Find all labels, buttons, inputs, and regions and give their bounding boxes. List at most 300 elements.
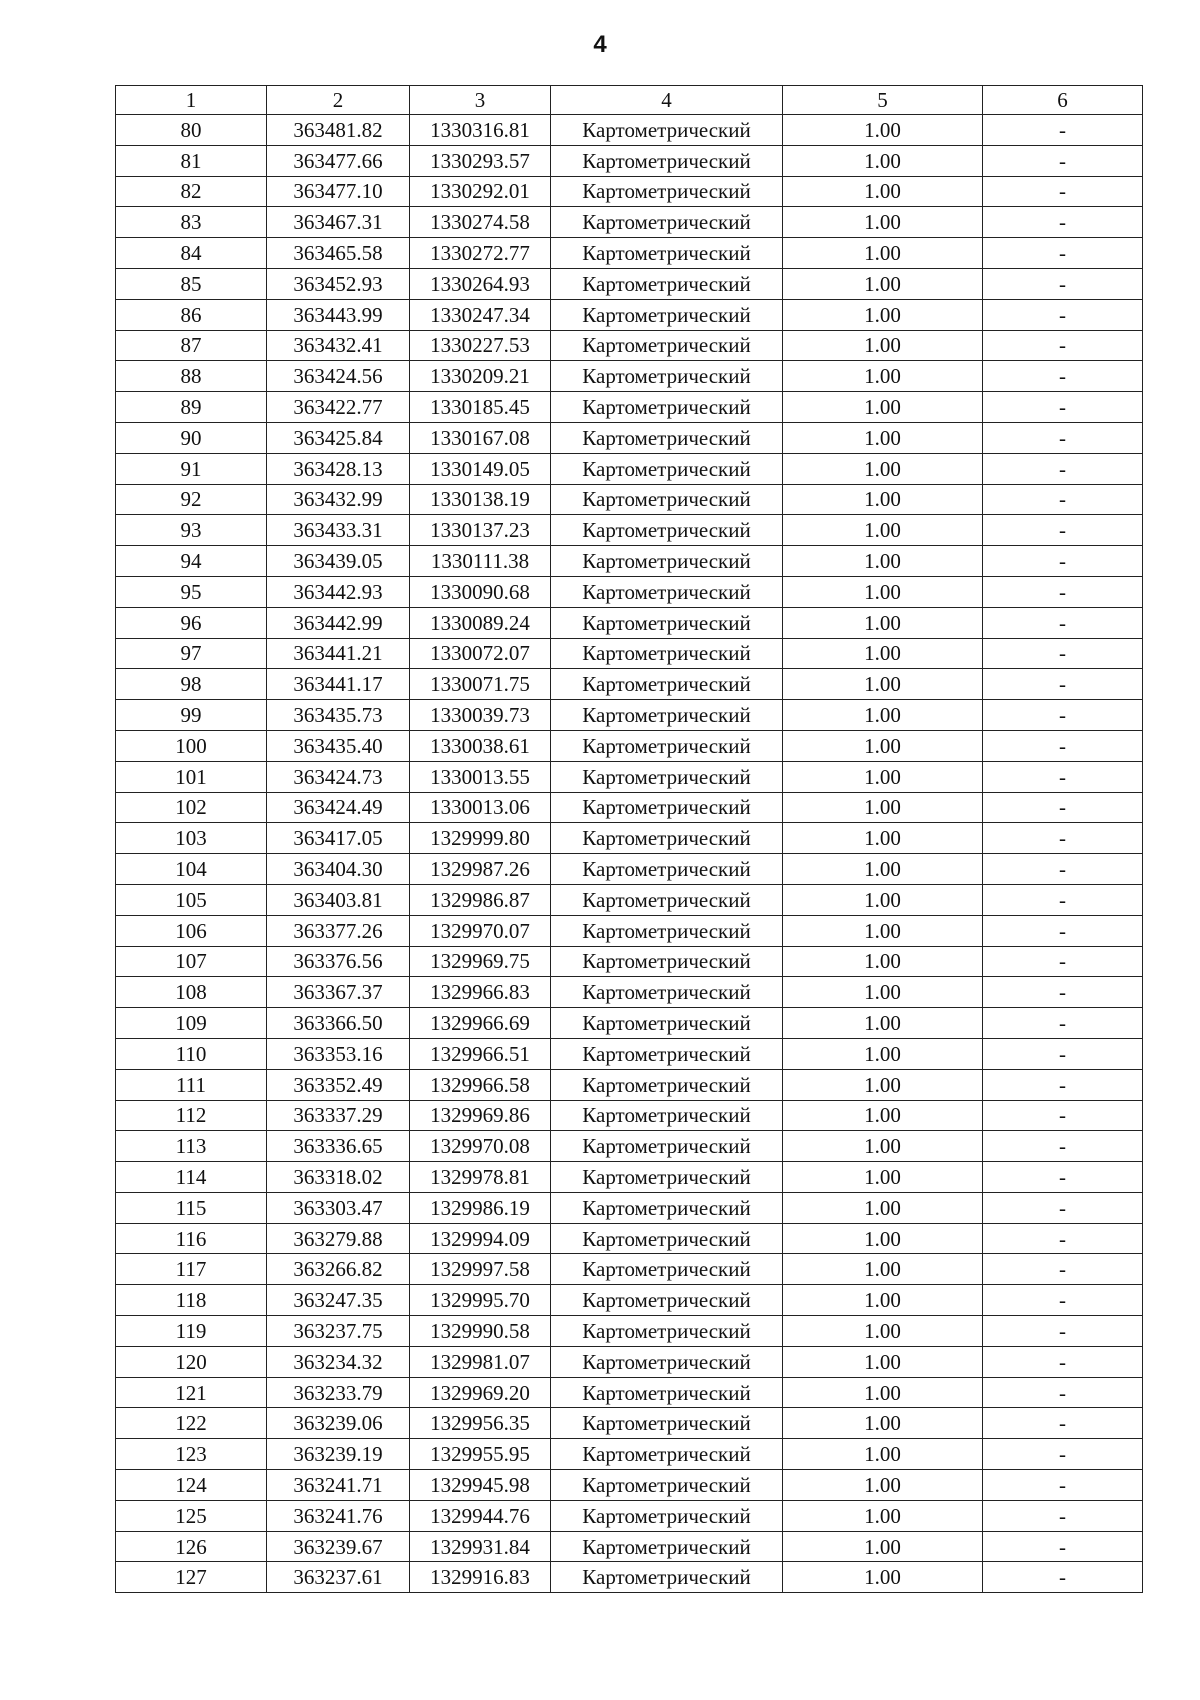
table-row (116, 299, 1143, 330)
accuracy-cell: 1.00 (783, 1192, 983, 1223)
point-number-cell: 121 (116, 1377, 267, 1408)
point-number-cell: 83 (116, 207, 267, 238)
table-row (116, 145, 1143, 176)
accuracy-cell: 1.00 (783, 915, 983, 946)
y-coordinate-cell: 1330185.45 (410, 392, 551, 423)
accuracy-cell: 1.00 (783, 207, 983, 238)
point-number-cell: 122 (116, 1408, 267, 1439)
method-cell: Картометрический (551, 1008, 783, 1039)
table-row (116, 207, 1143, 238)
y-coordinate-cell: 1329966.69 (410, 1008, 551, 1039)
x-coordinate-cell: 363442.99 (267, 607, 410, 638)
table-row (116, 392, 1143, 423)
y-coordinate-cell: 1329966.83 (410, 977, 551, 1008)
column-header-5: 5 (783, 86, 983, 115)
point-number-cell: 87 (116, 330, 267, 361)
y-coordinate-cell: 1329956.35 (410, 1408, 551, 1439)
x-coordinate-cell: 363441.17 (267, 669, 410, 700)
x-coordinate-cell: 363377.26 (267, 915, 410, 946)
y-coordinate-cell: 1329999.80 (410, 823, 551, 854)
table-row (116, 515, 1143, 546)
table-row (116, 1069, 1143, 1100)
x-coordinate-cell: 363237.61 (267, 1562, 410, 1593)
y-coordinate-cell: 1330013.06 (410, 792, 551, 823)
method-cell: Картометрический (551, 392, 783, 423)
table-row (116, 576, 1143, 607)
x-coordinate-cell: 363443.99 (267, 299, 410, 330)
y-coordinate-cell: 1330272.77 (410, 238, 551, 269)
y-coordinate-cell: 1330039.73 (410, 700, 551, 731)
y-coordinate-cell: 1329944.76 (410, 1500, 551, 1531)
point-number-cell: 100 (116, 730, 267, 761)
y-coordinate-cell: 1330247.34 (410, 299, 551, 330)
x-coordinate-cell: 363353.16 (267, 1038, 410, 1069)
point-number-cell: 107 (116, 946, 267, 977)
description-cell: - (983, 453, 1143, 484)
x-coordinate-cell: 363247.35 (267, 1285, 410, 1316)
point-number-cell: 120 (116, 1346, 267, 1377)
method-cell: Картометрический (551, 1069, 783, 1100)
point-number-cell: 95 (116, 576, 267, 607)
point-number-cell: 88 (116, 361, 267, 392)
method-cell: Картометрический (551, 730, 783, 761)
accuracy-cell: 1.00 (783, 115, 983, 146)
method-cell: Картометрический (551, 854, 783, 885)
accuracy-cell: 1.00 (783, 1531, 983, 1562)
accuracy-cell: 1.00 (783, 700, 983, 731)
table-row (116, 669, 1143, 700)
description-cell: - (983, 1223, 1143, 1254)
method-cell: Картометрический (551, 1038, 783, 1069)
description-cell: - (983, 546, 1143, 577)
x-coordinate-cell: 363237.75 (267, 1316, 410, 1347)
description-cell: - (983, 761, 1143, 792)
y-coordinate-cell: 1330137.23 (410, 515, 551, 546)
method-cell: Картометрический (551, 299, 783, 330)
y-coordinate-cell: 1330111.38 (410, 546, 551, 577)
point-number-cell: 98 (116, 669, 267, 700)
description-cell: - (983, 1377, 1143, 1408)
y-coordinate-cell: 1330316.81 (410, 115, 551, 146)
description-cell: - (983, 422, 1143, 453)
header-row (116, 86, 1143, 115)
method-cell: Картометрический (551, 915, 783, 946)
y-coordinate-cell: 1329994.09 (410, 1223, 551, 1254)
y-coordinate-cell: 1329945.98 (410, 1470, 551, 1501)
accuracy-cell: 1.00 (783, 823, 983, 854)
table-body (116, 115, 1143, 1593)
y-coordinate-cell: 1330013.55 (410, 761, 551, 792)
point-number-cell: 82 (116, 176, 267, 207)
column-header-3: 3 (410, 86, 551, 115)
y-coordinate-cell: 1330089.24 (410, 607, 551, 638)
description-cell: - (983, 361, 1143, 392)
accuracy-cell: 1.00 (783, 361, 983, 392)
accuracy-cell: 1.00 (783, 1285, 983, 1316)
y-coordinate-cell: 1329970.08 (410, 1131, 551, 1162)
point-number-cell: 117 (116, 1254, 267, 1285)
accuracy-cell: 1.00 (783, 792, 983, 823)
table-row (116, 761, 1143, 792)
method-cell: Картометрический (551, 1223, 783, 1254)
table-row (116, 915, 1143, 946)
description-cell: - (983, 1162, 1143, 1193)
point-number-cell: 81 (116, 145, 267, 176)
method-cell: Картометрический (551, 238, 783, 269)
accuracy-cell: 1.00 (783, 145, 983, 176)
point-number-cell: 127 (116, 1562, 267, 1593)
table-row (116, 854, 1143, 885)
method-cell: Картометрический (551, 515, 783, 546)
method-cell: Картометрический (551, 361, 783, 392)
point-number-cell: 115 (116, 1192, 267, 1223)
table-row (116, 1038, 1143, 1069)
y-coordinate-cell: 1330274.58 (410, 207, 551, 238)
x-coordinate-cell: 363367.37 (267, 977, 410, 1008)
description-cell: - (983, 515, 1143, 546)
description-cell: - (983, 1500, 1143, 1531)
accuracy-cell: 1.00 (783, 669, 983, 700)
description-cell: - (983, 946, 1143, 977)
accuracy-cell: 1.00 (783, 854, 983, 885)
table-row (116, 1346, 1143, 1377)
accuracy-cell: 1.00 (783, 761, 983, 792)
accuracy-cell: 1.00 (783, 422, 983, 453)
point-number-cell: 110 (116, 1038, 267, 1069)
table-row (116, 484, 1143, 515)
x-coordinate-cell: 363417.05 (267, 823, 410, 854)
y-coordinate-cell: 1330071.75 (410, 669, 551, 700)
method-cell: Картометрический (551, 268, 783, 299)
description-cell: - (983, 330, 1143, 361)
description-cell: - (983, 1531, 1143, 1562)
y-coordinate-cell: 1329981.07 (410, 1346, 551, 1377)
table-row (116, 268, 1143, 299)
table-row (116, 1162, 1143, 1193)
point-number-cell: 91 (116, 453, 267, 484)
description-cell: - (983, 268, 1143, 299)
point-number-cell: 85 (116, 268, 267, 299)
point-number-cell: 119 (116, 1316, 267, 1347)
method-cell: Картометрический (551, 1131, 783, 1162)
description-cell: - (983, 576, 1143, 607)
method-cell: Картометрический (551, 977, 783, 1008)
method-cell: Картометрический (551, 546, 783, 577)
accuracy-cell: 1.00 (783, 268, 983, 299)
method-cell: Картометрический (551, 207, 783, 238)
method-cell: Картометрический (551, 1192, 783, 1223)
method-cell: Картометрический (551, 1100, 783, 1131)
point-number-cell: 99 (116, 700, 267, 731)
x-coordinate-cell: 363279.88 (267, 1223, 410, 1254)
description-cell: - (983, 1285, 1143, 1316)
description-cell: - (983, 607, 1143, 638)
accuracy-cell: 1.00 (783, 638, 983, 669)
point-number-cell: 123 (116, 1439, 267, 1470)
x-coordinate-cell: 363404.30 (267, 854, 410, 885)
method-cell: Картометрический (551, 422, 783, 453)
y-coordinate-cell: 1329995.70 (410, 1285, 551, 1316)
description-cell: - (983, 238, 1143, 269)
point-number-cell: 104 (116, 854, 267, 885)
accuracy-cell: 1.00 (783, 1562, 983, 1593)
point-number-cell: 112 (116, 1100, 267, 1131)
y-coordinate-cell: 1329986.19 (410, 1192, 551, 1223)
point-number-cell: 97 (116, 638, 267, 669)
table-row (116, 977, 1143, 1008)
table-row (116, 361, 1143, 392)
x-coordinate-cell: 363435.73 (267, 700, 410, 731)
table-row (116, 1531, 1143, 1562)
table-row (116, 238, 1143, 269)
column-header-4: 4 (551, 86, 783, 115)
point-number-cell: 102 (116, 792, 267, 823)
y-coordinate-cell: 1330167.08 (410, 422, 551, 453)
method-cell: Картометрический (551, 1408, 783, 1439)
table-row (116, 1377, 1143, 1408)
table-row (116, 1316, 1143, 1347)
point-number-cell: 96 (116, 607, 267, 638)
x-coordinate-cell: 363477.66 (267, 145, 410, 176)
accuracy-cell: 1.00 (783, 484, 983, 515)
method-cell: Картометрический (551, 1254, 783, 1285)
description-cell: - (983, 176, 1143, 207)
accuracy-cell: 1.00 (783, 607, 983, 638)
point-number-cell: 126 (116, 1531, 267, 1562)
x-coordinate-cell: 363239.19 (267, 1439, 410, 1470)
x-coordinate-cell: 363465.58 (267, 238, 410, 269)
accuracy-cell: 1.00 (783, 1223, 983, 1254)
accuracy-cell: 1.00 (783, 1162, 983, 1193)
method-cell: Картометрический (551, 669, 783, 700)
table-row (116, 1500, 1143, 1531)
point-number-cell: 94 (116, 546, 267, 577)
x-coordinate-cell: 363467.31 (267, 207, 410, 238)
y-coordinate-cell: 1329997.58 (410, 1254, 551, 1285)
y-coordinate-cell: 1330292.01 (410, 176, 551, 207)
x-coordinate-cell: 363303.47 (267, 1192, 410, 1223)
description-cell: - (983, 1316, 1143, 1347)
description-cell: - (983, 700, 1143, 731)
table-row (116, 1131, 1143, 1162)
description-cell: - (983, 1408, 1143, 1439)
method-cell: Картометрический (551, 1285, 783, 1316)
method-cell: Картометрический (551, 1439, 783, 1470)
x-coordinate-cell: 363424.73 (267, 761, 410, 792)
y-coordinate-cell: 1329978.81 (410, 1162, 551, 1193)
method-cell: Картометрический (551, 484, 783, 515)
point-number-cell: 114 (116, 1162, 267, 1193)
method-cell: Картометрический (551, 145, 783, 176)
description-cell: - (983, 145, 1143, 176)
accuracy-cell: 1.00 (783, 1500, 983, 1531)
y-coordinate-cell: 1329990.58 (410, 1316, 551, 1347)
y-coordinate-cell: 1330227.53 (410, 330, 551, 361)
description-cell: - (983, 884, 1143, 915)
method-cell: Картометрический (551, 638, 783, 669)
x-coordinate-cell: 363428.13 (267, 453, 410, 484)
point-number-cell: 90 (116, 422, 267, 453)
accuracy-cell: 1.00 (783, 1008, 983, 1039)
x-coordinate-cell: 363424.56 (267, 361, 410, 392)
point-number-cell: 113 (116, 1131, 267, 1162)
accuracy-cell: 1.00 (783, 1038, 983, 1069)
y-coordinate-cell: 1329987.26 (410, 854, 551, 885)
description-cell: - (983, 1346, 1143, 1377)
y-coordinate-cell: 1329916.83 (410, 1562, 551, 1593)
y-coordinate-cell: 1330090.68 (410, 576, 551, 607)
y-coordinate-cell: 1329931.84 (410, 1531, 551, 1562)
accuracy-cell: 1.00 (783, 1100, 983, 1131)
description-cell: - (983, 392, 1143, 423)
table-row (116, 1223, 1143, 1254)
x-coordinate-cell: 363337.29 (267, 1100, 410, 1131)
table-row (116, 1008, 1143, 1039)
point-number-cell: 106 (116, 915, 267, 946)
x-coordinate-cell: 363435.40 (267, 730, 410, 761)
x-coordinate-cell: 363376.56 (267, 946, 410, 977)
description-cell: - (983, 792, 1143, 823)
table-row (116, 638, 1143, 669)
table-row (116, 700, 1143, 731)
y-coordinate-cell: 1329986.87 (410, 884, 551, 915)
accuracy-cell: 1.00 (783, 299, 983, 330)
y-coordinate-cell: 1329966.51 (410, 1038, 551, 1069)
method-cell: Картометрический (551, 700, 783, 731)
point-number-cell: 103 (116, 823, 267, 854)
x-coordinate-cell: 363432.99 (267, 484, 410, 515)
x-coordinate-cell: 363233.79 (267, 1377, 410, 1408)
point-number-cell: 89 (116, 392, 267, 423)
x-coordinate-cell: 363239.06 (267, 1408, 410, 1439)
accuracy-cell: 1.00 (783, 453, 983, 484)
table-row (116, 546, 1143, 577)
description-cell: - (983, 1100, 1143, 1131)
table-row (116, 1254, 1143, 1285)
accuracy-cell: 1.00 (783, 1316, 983, 1347)
x-coordinate-cell: 363432.41 (267, 330, 410, 361)
description-cell: - (983, 1439, 1143, 1470)
accuracy-cell: 1.00 (783, 576, 983, 607)
point-number-cell: 111 (116, 1069, 267, 1100)
description-cell: - (983, 207, 1143, 238)
description-cell: - (983, 977, 1143, 1008)
point-number-cell: 84 (116, 238, 267, 269)
x-coordinate-cell: 363481.82 (267, 115, 410, 146)
accuracy-cell: 1.00 (783, 515, 983, 546)
method-cell: Картометрический (551, 1316, 783, 1347)
point-number-cell: 93 (116, 515, 267, 546)
x-coordinate-cell: 363433.31 (267, 515, 410, 546)
table-row (116, 792, 1143, 823)
point-number-cell: 80 (116, 115, 267, 146)
x-coordinate-cell: 363441.21 (267, 638, 410, 669)
page-number: 4 (593, 31, 607, 58)
accuracy-cell: 1.00 (783, 946, 983, 977)
y-coordinate-cell: 1329970.07 (410, 915, 551, 946)
method-cell: Картометрический (551, 761, 783, 792)
table-row (116, 884, 1143, 915)
method-cell: Картометрический (551, 823, 783, 854)
table-row (116, 823, 1143, 854)
accuracy-cell: 1.00 (783, 1346, 983, 1377)
point-number-cell: 101 (116, 761, 267, 792)
accuracy-cell: 1.00 (783, 884, 983, 915)
accuracy-cell: 1.00 (783, 392, 983, 423)
x-coordinate-cell: 363366.50 (267, 1008, 410, 1039)
x-coordinate-cell: 363239.67 (267, 1531, 410, 1562)
method-cell: Картометрический (551, 884, 783, 915)
x-coordinate-cell: 363452.93 (267, 268, 410, 299)
point-number-cell: 108 (116, 977, 267, 1008)
table-row (116, 176, 1143, 207)
method-cell: Картометрический (551, 1346, 783, 1377)
method-cell: Картометрический (551, 946, 783, 977)
accuracy-cell: 1.00 (783, 1377, 983, 1408)
table-row (116, 330, 1143, 361)
x-coordinate-cell: 363318.02 (267, 1162, 410, 1193)
x-coordinate-cell: 363424.49 (267, 792, 410, 823)
x-coordinate-cell: 363442.93 (267, 576, 410, 607)
y-coordinate-cell: 1329969.86 (410, 1100, 551, 1131)
table-row (116, 422, 1143, 453)
x-coordinate-cell: 363352.49 (267, 1069, 410, 1100)
table-row (116, 1192, 1143, 1223)
method-cell: Картометрический (551, 115, 783, 146)
x-coordinate-cell: 363477.10 (267, 176, 410, 207)
column-header-2: 2 (267, 86, 410, 115)
description-cell: - (983, 115, 1143, 146)
y-coordinate-cell: 1329969.75 (410, 946, 551, 977)
table-row (116, 1562, 1143, 1593)
table-row (116, 1470, 1143, 1501)
method-cell: Картометрический (551, 1562, 783, 1593)
table-row (116, 1100, 1143, 1131)
x-coordinate-cell: 363234.32 (267, 1346, 410, 1377)
method-cell: Картометрический (551, 1470, 783, 1501)
table-row (116, 1408, 1143, 1439)
point-number-cell: 125 (116, 1500, 267, 1531)
method-cell: Картометрический (551, 1500, 783, 1531)
table-header (116, 86, 1143, 115)
description-cell: - (983, 1470, 1143, 1501)
accuracy-cell: 1.00 (783, 176, 983, 207)
y-coordinate-cell: 1330293.57 (410, 145, 551, 176)
column-header-6: 6 (983, 86, 1143, 115)
description-cell: - (983, 484, 1143, 515)
y-coordinate-cell: 1330209.21 (410, 361, 551, 392)
x-coordinate-cell: 363403.81 (267, 884, 410, 915)
description-cell: - (983, 1069, 1143, 1100)
table-row (116, 946, 1143, 977)
accuracy-cell: 1.00 (783, 730, 983, 761)
x-coordinate-cell: 363241.76 (267, 1500, 410, 1531)
point-number-cell: 109 (116, 1008, 267, 1039)
method-cell: Картометрический (551, 792, 783, 823)
method-cell: Картометрический (551, 576, 783, 607)
x-coordinate-cell: 363422.77 (267, 392, 410, 423)
description-cell: - (983, 1562, 1143, 1593)
x-coordinate-cell: 363241.71 (267, 1470, 410, 1501)
description-cell: - (983, 1131, 1143, 1162)
description-cell: - (983, 669, 1143, 700)
coordinates-table (115, 85, 1143, 1593)
description-cell: - (983, 1254, 1143, 1285)
table-row (116, 607, 1143, 638)
y-coordinate-cell: 1330264.93 (410, 268, 551, 299)
description-cell: - (983, 638, 1143, 669)
point-number-cell: 116 (116, 1223, 267, 1254)
